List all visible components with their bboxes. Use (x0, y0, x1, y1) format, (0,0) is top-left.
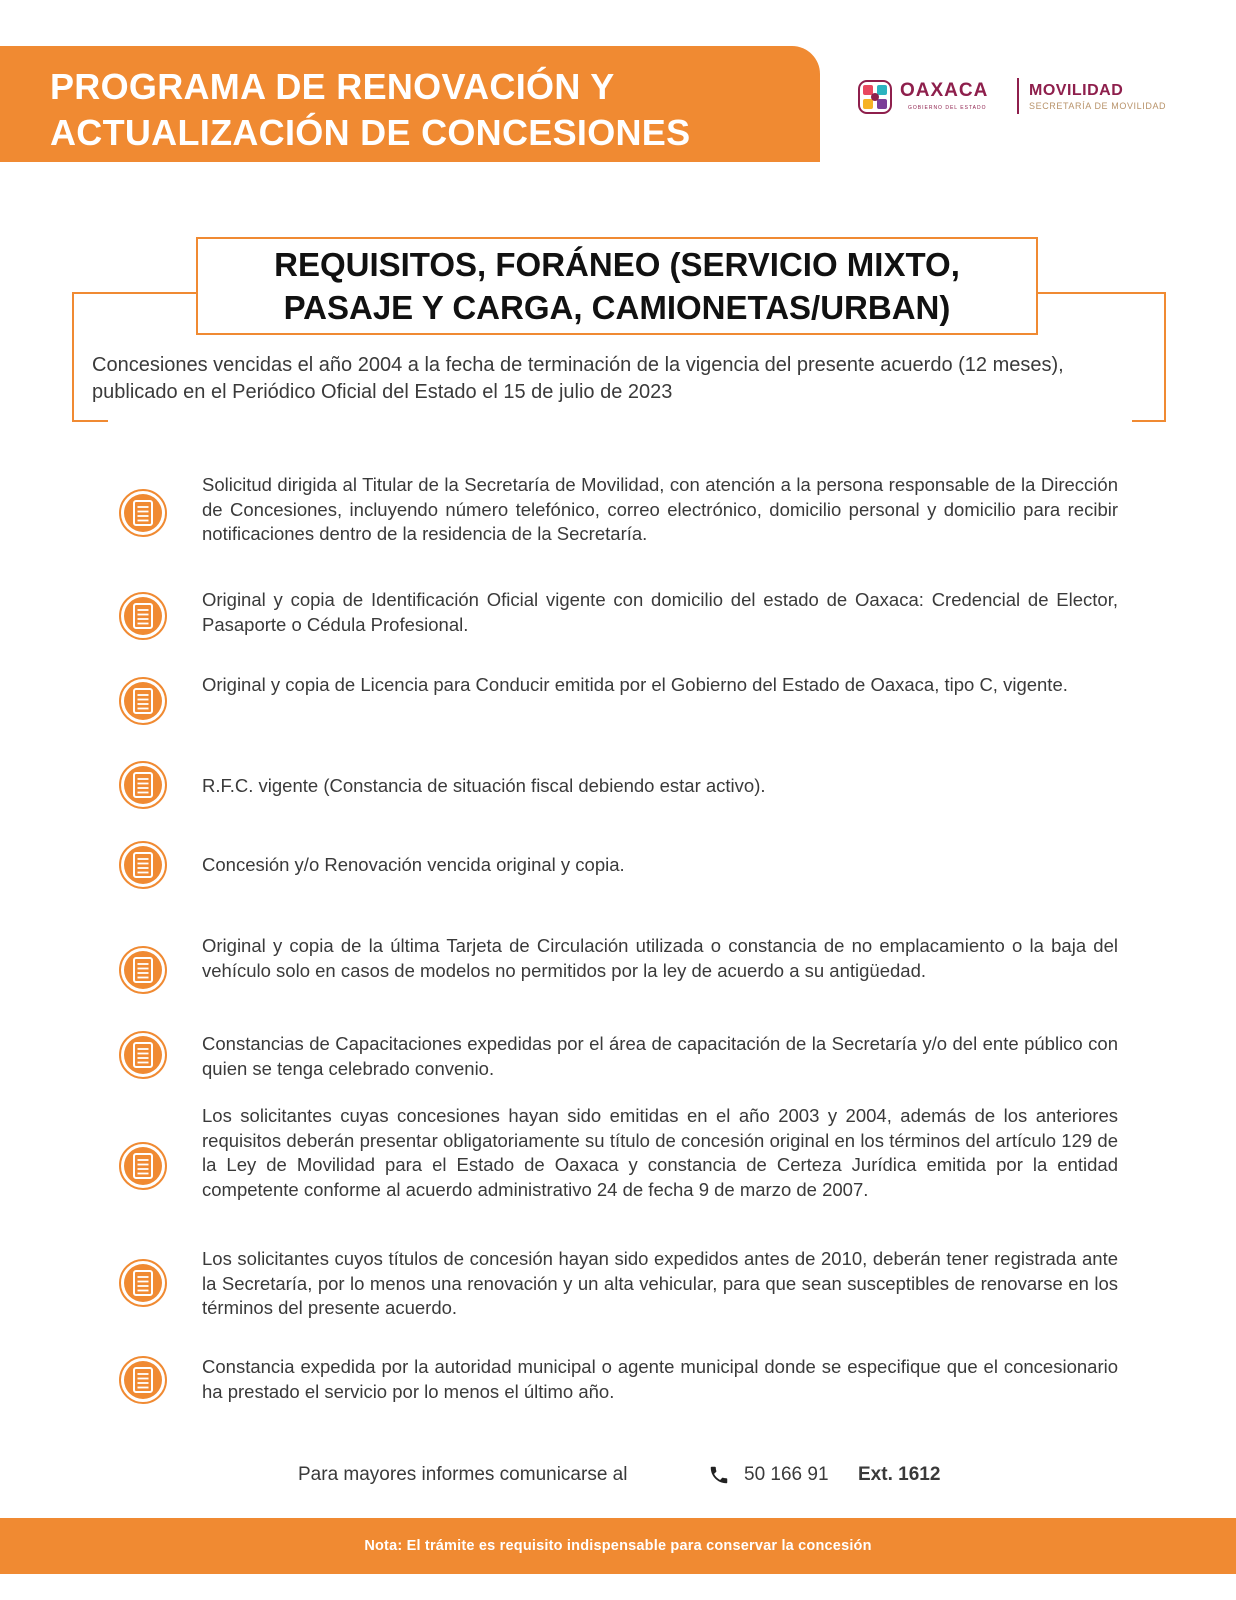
section-title-box (196, 237, 1038, 335)
document-icon (118, 1030, 168, 1080)
requirement-text: Los solicitantes cuyas concesiones hayan sido emitidas en el año 2003 y 2004, además de los anteriores requisitos deberán presentar obligatoriamente su título de concesión original en los términos del artículo 129 de la Ley de Movilidad para el Estado de Oaxaca y constancia de Certeza Jurídica emitida por la entidad competente conforme al acuerdo administrativo 24 de fecha 9 de marzo de 2007. (202, 1105, 1118, 1200)
document-icon (118, 760, 168, 810)
section-subtitle: Concesiones vencidas el año 2004 a la fecha de terminación de la vigencia del presente acuerdo (12 meses), publicado en el Periódico Oficial del Estado el 15 de julio de 2023 (92, 354, 1064, 403)
page-title-line-1: PROGRAMA DE RENOVACIÓN Y (50, 66, 615, 107)
section-title-line-2: PASAJE Y CARGA, CAMIONETAS/URBAN) (283, 289, 951, 326)
section-title-line-1: REQUISITOS, FORÁNEO (SERVICIO MIXTO, (274, 246, 960, 283)
phone-icon (708, 1464, 730, 1486)
document-icon (118, 591, 168, 641)
frame-line (72, 292, 196, 294)
movilidad-logo-subtext: SECRETARÍA DE MOVILIDAD (1029, 101, 1167, 111)
document-icon (118, 488, 168, 538)
page-title-line-2: ACTUALIZACIÓN DE CONCESIONES (50, 112, 691, 153)
logos (858, 78, 1188, 114)
requirement-text: Constancia expedida por la autoridad municipal o agente municipal donde se especifique que el concesionario ha prestado el servicio por lo menos el último año. (202, 1356, 1118, 1402)
frame-line (1038, 292, 1166, 294)
document-icon (118, 840, 168, 890)
contact-text: Para mayores informes comunicarse al (298, 1464, 628, 1485)
frame-line (72, 292, 74, 422)
requirement-text: Constancias de Capacitaciones expedidas por el área de capacitación de la Secretaría y/o del ente público con quien se tenga celebrado convenio. (202, 1033, 1118, 1079)
requirement-text: R.F.C. vigente (Constancia de situación fiscal debiendo estar activo). (202, 775, 766, 796)
oaxaca-logo-subtext: GOBIERNO DEL ESTADO (908, 105, 987, 111)
requirement-text: Original y copia de Identificación Oficial vigente con domicilio del estado de Oaxaca: Credencial de Elector, Pasaporte o Cédula Profesional. (202, 589, 1118, 635)
requirement-text: Original y copia de la última Tarjeta de Circulación utilizada o constancia de no emplacamiento o la baja del vehículo solo en casos de modelos no permitidos por la ley de acuerdo a su antigüedad. (202, 935, 1118, 981)
document-icon (118, 945, 168, 995)
header-banner (0, 46, 820, 162)
requirement-text: Original y copia de Licencia para Conducir emitida por el Gobierno del Estado de Oaxaca, tipo C, vigente. (202, 674, 1068, 695)
logo-divider (1017, 78, 1019, 114)
document-icon (118, 1141, 168, 1191)
contact-info (298, 1462, 998, 1492)
requirement-text: Solicitud dirigida al Titular de la Secretaría de Movilidad, con atención a la persona responsable de la Dirección de Concesiones, incluyendo número telefónico, correo electrónico, domicilio personal y domicilio para recibir notificaciones dentro de la residencia de la Secretaría. (202, 474, 1118, 544)
footer-note: Nota: El trámite es requisito indispensable para conservar la concesión (364, 1538, 872, 1554)
footer-note-bar (0, 1518, 1236, 1574)
phone-extension: Ext. 1612 (858, 1464, 941, 1485)
document-icon (118, 676, 168, 726)
requirement-text: Concesión y/o Renovación vencida original y copia. (202, 854, 625, 875)
document-icon (118, 1355, 168, 1405)
phone-number[interactable]: 50 166 91 (744, 1464, 829, 1485)
movilidad-logo-text: MOVILIDAD (1029, 82, 1124, 99)
frame-line (1164, 292, 1166, 422)
requirement-text: Los solicitantes cuyos títulos de concesión hayan sido expedidos antes de 2010, deberán tener registrada ante la Secretaría, por lo menos una renovación y un alta vehicular, para que sean susceptibles de renovarse en los términos del presente acuerdo. (202, 1248, 1118, 1318)
frame-line (1132, 420, 1166, 422)
oaxaca-logo-icon (858, 80, 892, 114)
frame-line (72, 420, 108, 422)
document-icon (118, 1258, 168, 1308)
oaxaca-logo-text: OAXACA (900, 80, 989, 101)
